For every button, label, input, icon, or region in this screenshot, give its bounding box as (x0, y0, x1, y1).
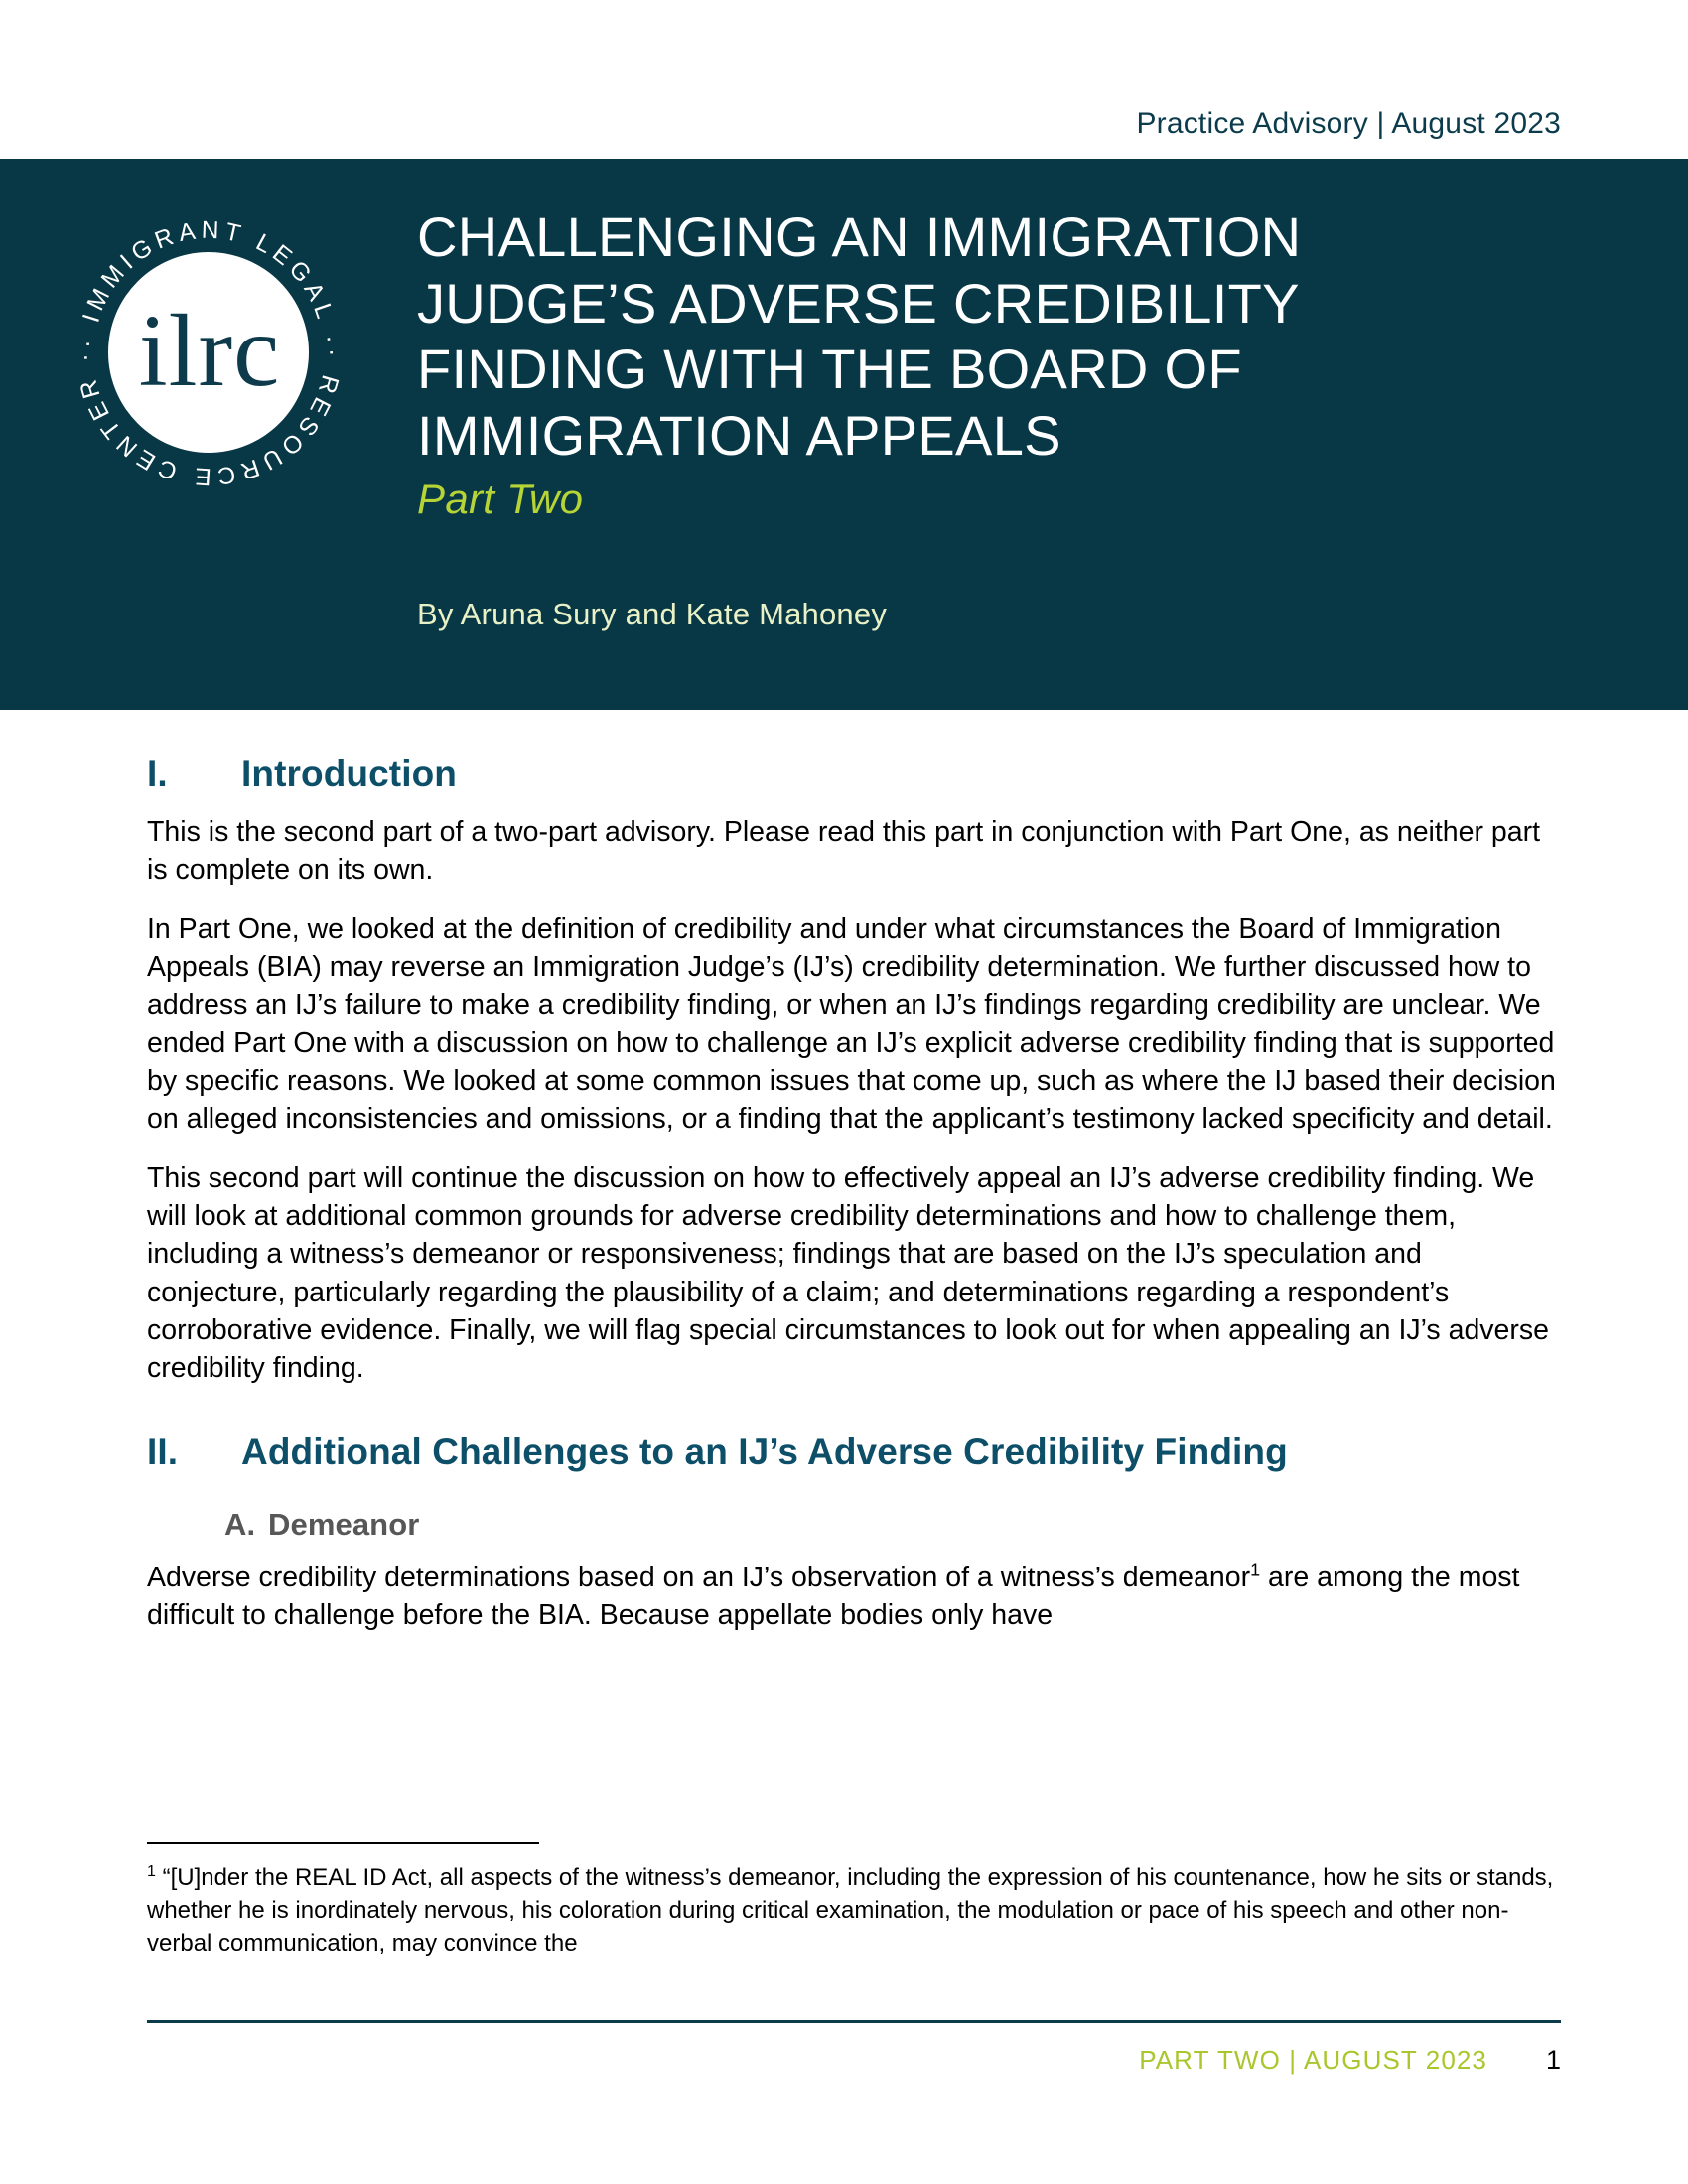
page-footer (0, 2020, 1688, 2076)
paragraph: In Part One, we looked at the definition of credibility and under what circumstances the Board of Immigration Appeals (BIA) may reverse an Immigration Judge’s (IJ’s) credibility determination. We further discussed how to address an IJ’s failure to make a credibility finding, or when an IJ’s findings regarding credibility are unclear. We ended Part One with a discussion on how to challenge an IJ’s explicit adverse credibility finding that is supported by specific reasons. We looked at some common issues that come up, such as where the IJ based their decision on alleged inconsistencies and omissions, or a finding that the applicant’s testimony lacked specificity and detail. (147, 912, 1556, 1136)
section-heading-introduction (147, 753, 1561, 795)
logo-container (0, 195, 417, 670)
footnote-text: “[U]nder the REAL ID Act, all aspects of the witness’s demeanor, including the expression of his countenance, how he sits or stands, whether he is inordinately nervous, his coloration during critical examination, the modulation or pace of his speech and other non-verbal communication, may convince the (147, 1864, 1554, 1958)
title-block (417, 195, 1688, 670)
paragraph: This second part will continue the discussion on how to effectively appeal an IJ’s adverse credibility finding. We will look at additional common grounds for adverse credibility determinations and how to challenge them, including a witness’s demeanor or responsiveness; findings that are based on the IJ’s speculation and conjecture, particularly regarding the plausibility of a claim; and determinations regarding a respondent’s corroborative evidence. Finally, we will flag special circumstances to look out for when appealing an IJ’s adverse credibility finding. (147, 1161, 1549, 1385)
section-number: II. (147, 1431, 179, 1472)
footer-row (147, 2045, 1561, 2076)
title-banner (0, 159, 1688, 710)
paragraph-text-lead: Adverse credibility determinations based on an IJ’s observation of a witness’s demeanor (147, 1561, 1251, 1593)
footnote-separator-rule (147, 1842, 539, 1844)
running-head-text: Practice Advisory | August 2023 (1136, 107, 1561, 140)
document-subtitle: Part Two (417, 475, 584, 522)
page-running-header (0, 0, 1688, 159)
subsection-number: A. (224, 1506, 256, 1542)
svg-text:· IMMIGRANT LEGAL ·: · IMMIGRANT LEGAL · (72, 216, 345, 349)
section-heading-additional-challenges (147, 1432, 1561, 1473)
footnote-item (147, 1861, 1561, 1960)
document-title: CHALLENGING AN IMMIGRATION JUDGE’S ADVERSE CREDIBILITY FINDING WITH THE BOARD OF IMMIGRATION APPEALS (417, 205, 1302, 467)
section-number: I. (147, 753, 168, 794)
document-body (0, 753, 1688, 1634)
subsection-heading-demeanor (147, 1507, 1561, 1543)
section-title: Additional Challenges to an IJ’s Adverse Credibility Finding (241, 1431, 1288, 1472)
footnote-reference-1[interactable]: 1 (1250, 1560, 1261, 1580)
footer-rule (147, 2020, 1561, 2023)
section-title: Introduction (241, 753, 457, 794)
footnote-number: 1 (147, 1863, 156, 1880)
svg-text:· RESOURCE CENTER ·: · RESOURCE CENTER · (70, 347, 347, 490)
footnote-area (147, 1842, 1561, 1960)
paragraph: This is the second part of a two-part advisory. Please read this part in conjunction with Part One, as neither part is complete on its own. (147, 816, 1541, 887)
document-byline: By Aruna Sury and Kate Mahoney (417, 596, 888, 631)
subsection-title: Demeanor (268, 1506, 420, 1542)
paragraph-demeanor (147, 1559, 1561, 1635)
svg-text:ilrc: ilrc (138, 294, 281, 408)
page-number: 1 (1545, 2045, 1561, 2075)
ilrc-logo-icon (65, 208, 352, 496)
paragraph-text-rest: are among the most difficult to challenge before the BIA. Because appellate bodies only have (147, 1561, 1520, 1631)
footer-label: PART TWO | AUGUST 2023 (1139, 2045, 1487, 2075)
